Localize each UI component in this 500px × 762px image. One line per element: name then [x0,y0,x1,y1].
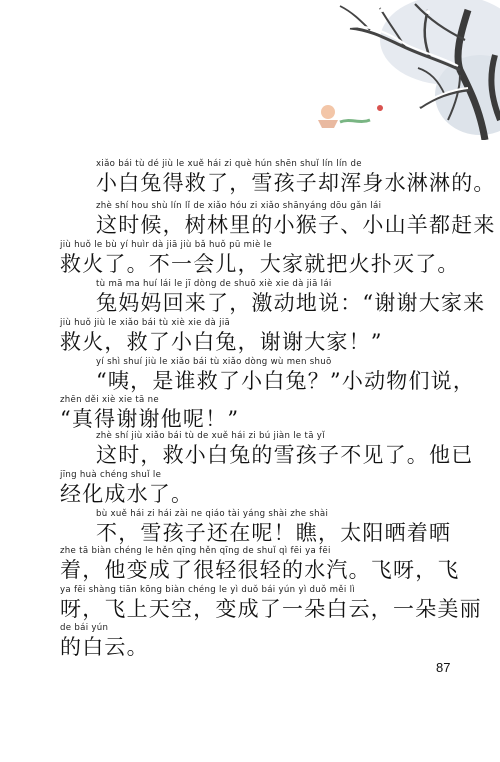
pinyin-line-11: zhe tā biàn chéng le hěn qīng hěn qīng de shuǐ qì fēi ya fēi [60,546,331,556]
text-line-10 [96,508,500,546]
snowy-tree-illustration [310,0,500,140]
text-line-13 [60,622,500,660]
pinyin-line-7: zhēn děi xiè xie tā ne [60,395,159,405]
hanzi-line-3: 救火了。不一会儿，大家就把火扑灭了。 [60,252,460,276]
hanzi-line-10: 不，雪孩子还在呢！瞧，太阳晒着晒 [96,521,452,545]
text-line-1 [96,158,500,196]
hanzi-line-5: 救火，救了小白兔，谢谢大家！” [60,330,383,354]
hanzi-line-9: 经化成水了。 [60,482,194,506]
pinyin-line-6: yí shì shuí jiù le xiǎo bái tù xiǎo dòng wù men shuō [96,357,332,367]
pinyin-line-12: ya fēi shàng tiān kōng biàn chéng le yì duǒ bái yún yì duǒ měi lì [60,585,355,595]
page-number: 87 [436,660,451,675]
text-line-3 [60,239,500,277]
pinyin-line-10: bù xuě hái zi hái zài ne qiáo tài yáng shài zhe shài [96,509,329,519]
pinyin-line-13: de bái yún [60,623,109,633]
text-line-11 [60,545,500,583]
pinyin-line-3: jiù huǒ le bù yí huìr dà jiā jiù bǎ huǒ pū miè le [60,240,272,250]
hanzi-line-4: 兔妈妈回来了，激动地说：“谢谢大家来 [96,291,486,315]
text-line-5 [60,317,500,355]
pinyin-line-9: jīng huà chéng shuǐ le [60,470,162,480]
hanzi-line-6: “咦，是谁救了小白兔？”小动物们说， [96,369,476,393]
hanzi-line-11: 着，他变成了很轻很轻的水汽。飞呀，飞 [60,558,460,582]
text-line-4 [96,278,500,316]
text-line-9 [60,469,500,507]
hanzi-line-12: 呀，飞上天空，变成了一朵白云，一朵美丽 [60,597,482,621]
pinyin-line-2: zhè shí hou shù lín lǐ de xiǎo hóu zi xiǎo shānyáng dōu gǎn lái [96,201,382,211]
hanzi-line-1: 小白兔得救了，雪孩子却浑身水淋淋的。 [96,171,496,195]
text-line-2 [96,200,500,238]
pinyin-line-8: zhè shí jiù xiǎo bái tù de xuě hái zi bú jiàn le tā yǐ [96,431,325,441]
text-line-7 [60,394,500,432]
pinyin-line-5: jiù huǒ jiù le xiǎo bái tù xiè xie dà jiā [60,318,231,328]
hanzi-line-13: 的白云。 [60,635,149,659]
hanzi-line-7: “真得谢谢他呢！” [60,407,240,431]
hanzi-line-2: 这时候，树林里的小猴子、小山羊都赶来 [96,213,496,237]
text-line-12 [60,584,500,622]
pinyin-line-4: tù mā ma huí lái le jī dòng de shuō xiè xie dà jiā lái [96,279,332,289]
hanzi-line-8: 这时，救小白兔的雪孩子不见了。他已 [96,443,474,467]
text-line-8 [96,430,500,468]
text-line-6 [96,356,500,394]
pinyin-line-1: xiǎo bái tù dé jiù le xuě hái zi què hún shēn shuǐ lín lín de [96,159,362,169]
